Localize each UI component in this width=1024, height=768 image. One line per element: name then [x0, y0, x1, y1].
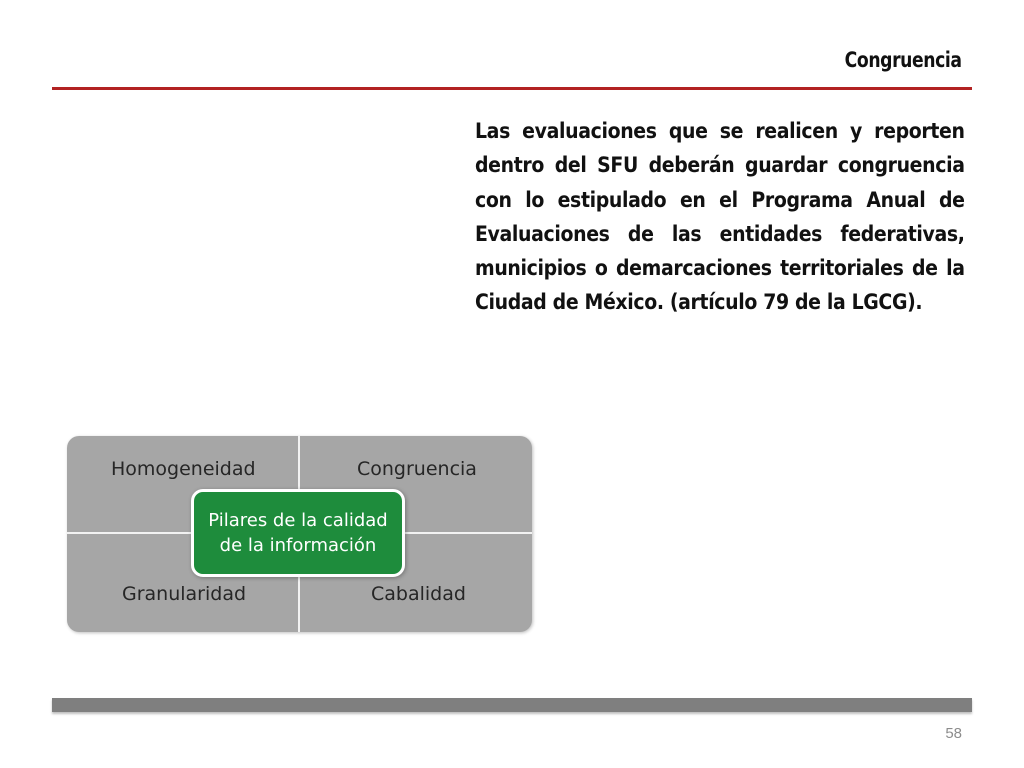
pillar-congruencia: Congruencia [357, 458, 477, 480]
diagram-center-box [191, 489, 405, 577]
slide-title: Congruencia [845, 48, 962, 72]
pillar-homogeneidad: Homogeneidad [111, 458, 256, 480]
pillar-granularidad: Granularidad [122, 583, 247, 605]
title-divider [52, 87, 972, 90]
body-paragraph: Las evaluaciones que se realicen y reporten dentro del SFU deberán guardar congruencia con lo estipulado en el Programa Anual de Evaluaciones de las entidades federativas, municipios o demarcaciones territoriales de la Ciudad de México. (artículo 79 de la LGCG). [475, 119, 965, 315]
footer-bar [52, 698, 972, 712]
center-title-line-1: Pilares de la calidad [208, 510, 388, 531]
center-title-line-2: de la información [219, 535, 377, 556]
page-number: 58 [945, 725, 962, 742]
pillar-cabalidad: Cabalidad [371, 583, 466, 605]
quality-pillars-diagram [67, 436, 532, 632]
